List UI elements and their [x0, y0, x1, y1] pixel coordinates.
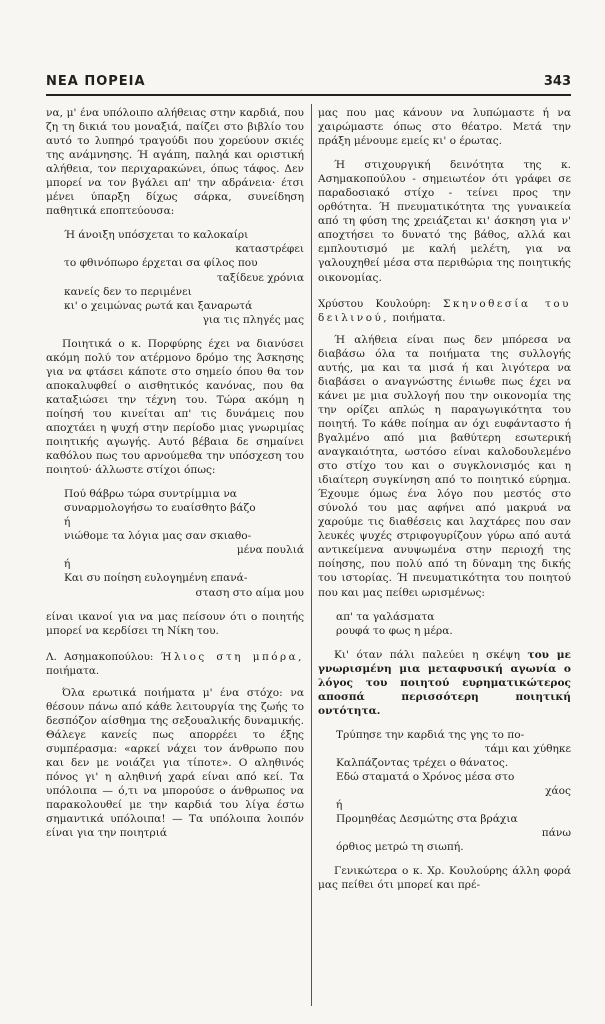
right-column [318, 106, 571, 902]
poem-line: Ή άνοιξη υπόσχεται το καλοκαίρι [64, 229, 249, 242]
paragraph: μας που μας κάνουν να λυπώμαστε ή να χαιρώμαστε όπως στο θέατρο. Μετά την πράξη μένουμε εμείς κι' ο έρωτας. [318, 107, 571, 148]
paragraph: Ή αλήθεια είναι πως δεν μπόρεσα να διαβάσω όλα τα ποιήματα της συλλογής αυτής, μα και τα μισά ή και λιγότερα να διαβάσει ο αναγνώστης ένιωθε πως έχει να κάνει με μια συλλογή που την οικονομία της την ορίζει απλώς η παραγωγικότητα του ποιητή. Το κάθε ποίημα αν όχι ευφάνταστο ή βγαλμένο από μια βαθύτερη εσωτερική αναγκαιότητα, ωστόσο είναι καλοδουλεμένο στο στίχο του και ο συγκλονισμός και η ιδιαίτερη συγκίνηση από το ποιητικό εύρημα. Έχουμε όμως ένα λόγο που μεστός στο σύνολό του μας αφήνει από μακρυά να χαρούμε τις διαθέσεις και λαχτάρες που σαν λευκές ψυχές στριφογυρίζουν γύρω από αυτά αντικείμενα ανυψωμένα στην περιοχή της ποίησης, που πολύ από τη δύναμη της δικής του ιστορίας. Ή πνευματικότητα του ποιητού που και μας πείθει ωρισμένως: [318, 333, 571, 599]
poem-line: ταξίδευε χρόνια [217, 271, 304, 284]
poem-line: καταστρέφει [235, 243, 304, 256]
book-citation [318, 297, 571, 325]
citation-author: Χρύστου Κουλούρη: [318, 297, 431, 310]
left-column [46, 106, 304, 850]
paragraph: είναι ικανοί για να μας πείσουν ότι ο ποιητής μπορεί να κερδίσει τη Νίκη του. [46, 610, 304, 637]
paragraph: να, μ' ένα υπόλοιπο αλήθειας στην καρδιά, που ζη τη δικιά του μοναξιά, παίζει στο βιβλίο του αυτό το λυπηρό τραγούδι που χορεύουν σκιές της ανάμνησης. Ή αγάπη, παληά και οριστική αλήθεια, τον περιχαρακώνει, όπως τάφος. Δεν μπορεί να τον βγάλει απ' την αδράνεια· έτσι μένει ύπαρξη δίχως σάρκα, συνείδηση παθητικά εποπτεύουσα: [46, 107, 304, 218]
citation-author: Λ. Ασημακοπούλου: [46, 650, 154, 663]
citation-genre: ποιήματα. [392, 311, 446, 324]
poem-line: απ' τα γαλάσματα [336, 610, 435, 623]
poem-line: ή [336, 799, 343, 812]
paragraph-emphasis: του με γνωρισμένη μια μεταφυσική αγωνία ο λόγος του ποιητού ευρηματικώτερος αποσπά περισσότερη ποιητική οντότητα. [318, 648, 571, 717]
poem-line: νιώθομε τα λόγια μας σαν σκιαθο- [64, 530, 252, 543]
citation-title: Ήλιος στη μπόρα, [160, 650, 304, 663]
column-divider [311, 104, 312, 1006]
poem-line: όρθιος μετρώ τη σιωπή. [336, 841, 464, 854]
paragraph: Γενικώτερα ο κ. Χρ. Κουλούρης άλλη φορά μας πείθει ότι μπορεί και πρέ- [318, 865, 571, 892]
poem-line: Τρύπησε την καρδιά της γης το πο- [336, 728, 525, 741]
poem-line: Καλπάζοντας τρέχει ο θάνατος. [336, 756, 509, 769]
citation-genre: ποιήματα. [46, 664, 100, 677]
poem-line: κανείς δεν το περιμένει [64, 285, 192, 298]
poem-excerpt [318, 728, 571, 854]
poem-line: ρουφά το φως η μέρα. [336, 624, 453, 637]
poem-excerpt [318, 610, 571, 638]
paragraph: Ποιητικά ο κ. Πορφύρης έχει να διανύσει ακόμη πολύ τον ατέρμονο δρόμο της Άσκησης για να φτάσει κάποτε στο σημείο όπου θα τον αποκαλυφθεί ο αισθητικός κανόνας, που θα καταξιώσει την τέχνη του. Τώρα ακόμη η ποίησή του κινείται απ' τις δυνάμεις που αποχτάει η ψυχή στην περίοδο μιας γνωριμίας ποιητικής αγωγής. Αυτό βέβαια δε σημαίνει καθόλου πως του αρνούμεθα την υπόσχεση του ποιητού· άλλωστε στίχοι όπως: [46, 337, 304, 477]
journal-title: ΝΕΑ ΠΟΡΕΙΑ [46, 74, 146, 89]
citation-title: Σκηνοθεσία του δειλινού, [318, 297, 571, 324]
poem-excerpt [46, 487, 304, 599]
poem-line: το φθινόπωρο έρχεται σα φίλος που [64, 257, 258, 270]
poem-line: τάμι και χύθηκε [484, 742, 571, 755]
poem-line: Εδώ σταματά ο Χρόνος μέσα στο [336, 771, 515, 784]
paragraph-start: Κι' όταν πάλι παλεύει η σκέψη [334, 648, 528, 661]
poem-line: Και συ ποίηση ευλογημένη επανά- [64, 572, 248, 585]
book-citation [46, 650, 304, 678]
running-header [46, 74, 571, 89]
poem-line: χάος [545, 785, 571, 798]
poem-line: σταση στο αίμα μου [195, 586, 304, 599]
poem-line: συναρμολογήσω το ευαίσθητο βάζο [64, 502, 256, 515]
poem-excerpt [46, 228, 304, 326]
paragraph: Ή στιχουργική δεινότητα της κ. Ασημακοπούλου - σημειωτέον ότι γράφει σε παραδοσιακό στίχο - τείνει προς την ορθότητα. Ή πνευματικότητα της γυναικεία από τη φύση της χρειάζεται κι' άσκηση για ν' αποχτήσει το δυνατό της βάθος, αλλά και εμπλουτισμό με καλή μελέτη, για να γαλουχηθεί μέσα στα περιθώρια της ποιητικής οικονομίας. [318, 159, 571, 284]
poem-line: Πού θάβρω τώρα συντρίμμια να [64, 488, 237, 501]
poem-line: κι' ο χειμώνας ρωτά και ξαναρωτά [64, 299, 253, 312]
header-rule [46, 94, 571, 96]
paragraph [318, 648, 571, 718]
paragraph: Όλα ερωτικά ποιήματα μ' ένα στόχο: να θέσουν πάνω από κάθε λειτουργία της ζωής το δεσπόζον αίσθημα της σεξουαλικής δυναμικής. Θάλεγε κανείς πως απορρέει το έξης συμπέρασμα: «αρκεί νάχει τον άνθρωπο που και δεν με νοιάζει για τίποτε». Ο αληθινός πόνος γι' η αληθινή χαρά είναι από κεί. Τα υπόλοιπα — ό,τι να μπορούσε ο άνθρωπος να παρακολουθεί με την καρδιά του λίγα έστω σημαντικά υπόλοιπα! — Τα υπόλοιπα λοιπόν είναι για την ποιητριά [46, 686, 304, 840]
poem-line: ή [64, 516, 71, 529]
poem-line: για τις πληγές μας [202, 313, 304, 326]
poem-line: Προμηθέας Δεσμώτης στα βράχια [336, 813, 518, 826]
poem-line: μένα πουλιά [236, 544, 304, 557]
page-number: 343 [543, 74, 571, 89]
poem-line: πάνω [541, 827, 571, 840]
poem-line: ή [64, 558, 71, 571]
